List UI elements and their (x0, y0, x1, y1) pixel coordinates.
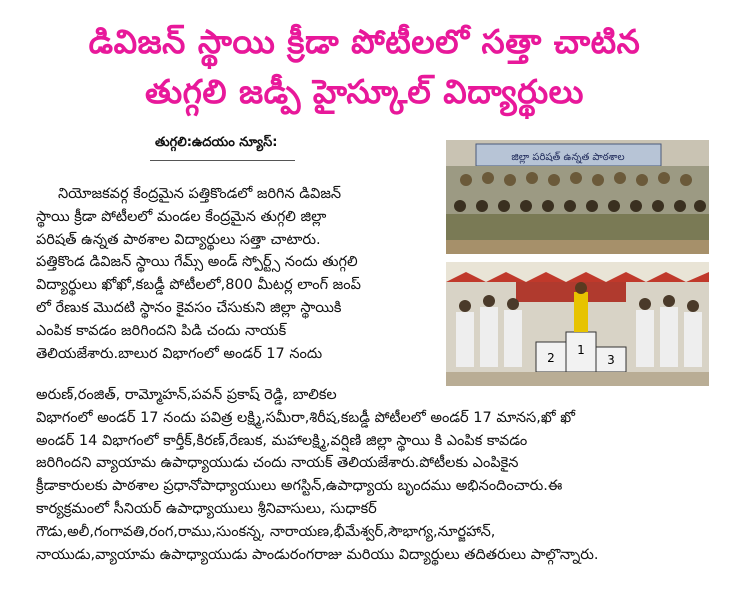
school-banner-text: జిల్లా పరిషత్ ఉన్నత పాఠశాల (511, 152, 625, 163)
article-line: తెలియజేశారు.బాలుర విభాగంలో అండర్ 17 నందు (36, 345, 323, 362)
article-column (36, 183, 438, 365)
podium-photo (446, 262, 709, 386)
podium-second-number: 2 (547, 351, 555, 365)
article-line: పత్తికొండ డివిజన్ స్థాయి గేమ్స్ అండ్ స్పోర్ట్స్ నందు తుగ్గలి (36, 254, 358, 271)
article-line: నియోజకవర్గ కేంద్రమైన పత్తికొండలో జరిగిన డివిజన్ (58, 186, 342, 202)
article-line: క్రీడాకారులకు పాఠశాల ప్రధానోపాధ్యాయులు అగస్టిన్,ఉపాధ్యాయ బృందము అభినందించారు.ఈ (36, 478, 563, 495)
article-full-width (36, 384, 716, 566)
headline-line-2: తుగ్గలి జడ్పీ హైస్కూల్ విద్యార్థులు (145, 72, 584, 111)
podium-first-number: 1 (577, 343, 585, 357)
article-line: ఎంపిక కావడం జరిగిందని పిడి చందు నాయక్ (36, 322, 287, 339)
article-line: విద్యార్థులు ఖోఖో,కబడ్డీ పోటీలలో,800 మీటర్ల లాంగ్ జంప్ (36, 277, 361, 294)
article-line: పరిషత్ ఉన్నత పాఠశాల విద్యార్థులు సత్తా చాటారు. (36, 231, 321, 248)
article-line: స్థాయి క్రీడా పోటీలలో మండల కేంద్రమైన తుగ్గలి జిల్లా (36, 208, 327, 225)
article-line: అరుణ్,రంజిత్, రామ్మోహన్,పవన్ ప్రకాష్ రెడ్డి, బాలికల (36, 387, 337, 403)
headline-line-1: డివిజన్ స్థాయి క్రీడా పోటీలలో సత్తా చాటిన (88, 22, 641, 61)
podium-photo-illustration (446, 262, 709, 386)
students-photo-illustration (446, 140, 709, 254)
article-line: గౌడు,అలీ,గంగావతి,రంగ,రాము,సుంకన్న, నారాయణ,భీమేశ్వర్,సౌభాగ్య,నూర్జహాన్, (36, 523, 496, 540)
article-line: నాయుడు,వ్యాయామ ఉపాధ్యాయుడు పాండురంగరాజు మరియు విద్యార్థులు తదితరులు పాల్గొన్నారు. (36, 546, 599, 563)
article-line: జరిగిందని వ్యాయామ ఉపాధ్యాయుడు చందు నాయక్ తెలియజేశారు.పోటీలకు ఎంపికైన (36, 455, 519, 472)
dateline: తుగ్గలి:ఉదయం న్యూస్: (155, 135, 278, 150)
dateline-divider (150, 160, 295, 161)
podium-third-number: 3 (607, 353, 615, 367)
article-line: విభాగంలో అండర్ 17 నందు పవిత్ర లక్ష్మి,సమీరా,శిరీష,కబడ్డీ పోటీలలో అండర్ 17 మానస,ఖో ఖో (36, 409, 575, 426)
article-line: లో రేణుక మొదటి స్థానం కైవసం చేసుకుని జిల్లా స్థాయికి (36, 299, 342, 316)
article-line: అండర్ 14 విభాగంలో కార్తీక్,కిరణ్,రేణుక, మహాలక్ష్మి,వర్షిణి జిల్లా స్థాయి కి ఎంపిక కావడం (36, 432, 528, 449)
article-line: కార్యక్రమంలో సీనియర్ ఉపాధ్యాయులు శ్రీనివాసులు, సుధాకర్ (36, 500, 377, 517)
group-photo-students (446, 140, 709, 254)
